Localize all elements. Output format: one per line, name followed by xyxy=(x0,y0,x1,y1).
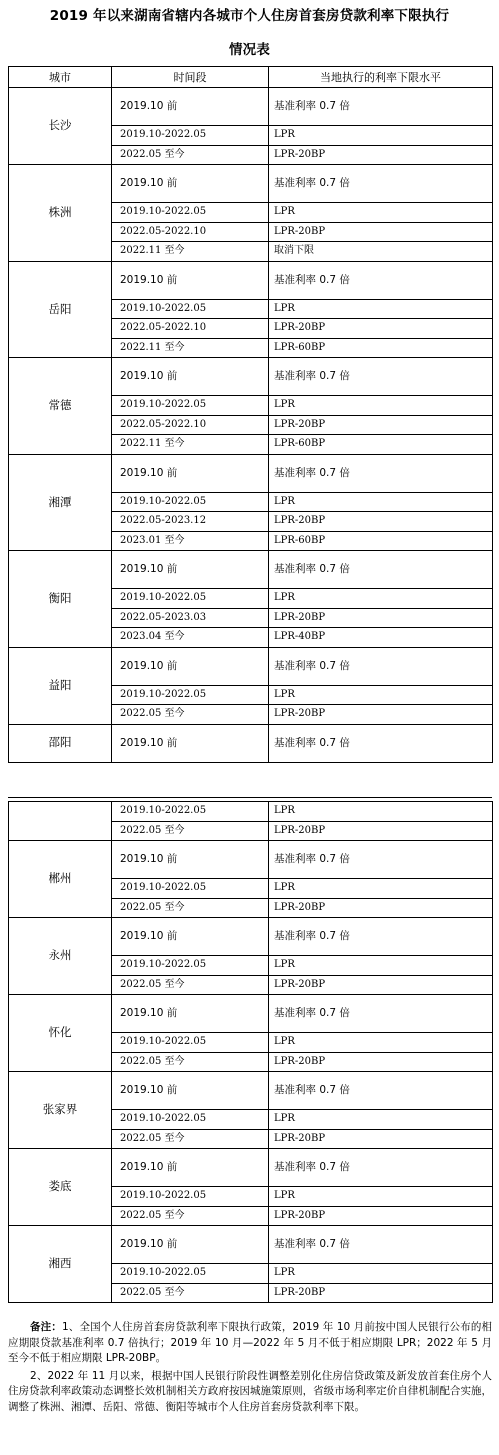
period-cell: 2019.10-2022.05 xyxy=(112,685,269,705)
note-2: 2、2022 年 11 月以来，根据中国人民银行阶段性调整差别化住房信贷政策及新发放首套住房个人住房贷款利率政策动态调整长效机制相关方政府按因城施策原则，省级市场利率定价自律机制配合实施，调整了株洲、湘潭、岳阳、常德、衡阳等城市个人住房首套房贷款利率下限。 xyxy=(8,1369,492,1413)
rate-cell: 基准利率 0.7 倍 xyxy=(269,88,493,126)
period-cell: 2022.05-2023.12 xyxy=(112,512,269,532)
period-cell: 2019.10-2022.05 xyxy=(112,203,269,223)
period-cell: 2019.10-2022.05 xyxy=(112,589,269,609)
period-cell: 2022.11 至今 xyxy=(112,242,269,262)
rate-cell: 基准利率 0.7 倍 xyxy=(269,647,493,685)
rate-cell: LPR xyxy=(269,396,493,416)
period-cell: 2019.10-2022.05 xyxy=(112,1264,269,1284)
period-cell: 2019.10-2022.05 xyxy=(112,802,269,822)
rate-cell: 基准利率 0.7 倍 xyxy=(269,841,493,879)
table-row xyxy=(9,1072,493,1110)
rate-cell: 基准利率 0.7 倍 xyxy=(269,1072,493,1110)
period-cell: 2022.05 至今 xyxy=(112,975,269,995)
rate-cell: LPR xyxy=(269,492,493,512)
city-cell: 益阳 xyxy=(9,647,112,724)
note-1 xyxy=(8,1320,492,1367)
period-cell: 2019.10-2022.05 xyxy=(112,492,269,512)
header-city: 城市 xyxy=(9,67,112,88)
period-cell: 2023.04 至今 xyxy=(112,628,269,648)
rate-cell: LPR xyxy=(269,589,493,609)
rate-cell: 基准利率 0.7 倍 xyxy=(269,1149,493,1187)
rate-cell: LPR-20BP xyxy=(269,1283,493,1303)
rate-cell: 基准利率 0.7 倍 xyxy=(269,995,493,1033)
period-cell: 2019.10 前 xyxy=(112,261,269,299)
rate-cell: LPR xyxy=(269,1264,493,1284)
period-cell: 2022.05-2022.10 xyxy=(112,222,269,242)
period-cell: 2022.05 至今 xyxy=(112,1206,269,1226)
period-cell: 2023.01 至今 xyxy=(112,531,269,551)
rate-cell: LPR-20BP xyxy=(269,145,493,165)
table-row xyxy=(9,918,493,956)
city-cell: 张家界 xyxy=(9,1072,112,1149)
city-cell: 株洲 xyxy=(9,165,112,262)
period-cell: 2019.10 前 xyxy=(112,841,269,879)
rate-cell: LPR xyxy=(269,203,493,223)
notes-label: 备注： xyxy=(30,1321,62,1333)
rate-cell: LPR xyxy=(269,802,493,822)
period-cell: 2019.10 前 xyxy=(112,358,269,396)
rate-cell: LPR xyxy=(269,1033,493,1053)
table-row xyxy=(9,454,493,492)
rate-cell: LPR-20BP xyxy=(269,1129,493,1149)
rate-cell: LPR-20BP xyxy=(269,898,493,918)
period-cell: 2022.05 至今 xyxy=(112,1129,269,1149)
city-cell: 岳阳 xyxy=(9,261,112,358)
rate-cell: LPR-20BP xyxy=(269,705,493,725)
table-row xyxy=(9,724,493,762)
rate-cell: LPR xyxy=(269,1110,493,1130)
period-cell: 2019.10-2022.05 xyxy=(112,299,269,319)
period-cell: 2019.10 前 xyxy=(112,724,269,762)
rate-cell: LPR-20BP xyxy=(269,821,493,841)
rate-table-part1 xyxy=(8,66,493,763)
rate-table-part2 xyxy=(8,801,493,1303)
table-row xyxy=(9,647,493,685)
note-1-text: 1、全国个人住房首套房贷款利率下限执行政策，2019 年 10 月前按中国人民银行公布的相应期限贷款基准利率 0.7 倍执行；2019 年 10 月—2022 年 5 月不低于相应期限 LPR；2022 年 5 月至今不低于相应期限 LPR-20BP。 xyxy=(8,1321,493,1364)
rate-cell: LPR-40BP xyxy=(269,628,493,648)
rate-cell: LPR-20BP xyxy=(269,975,493,995)
table-row xyxy=(9,995,493,1033)
period-cell: 2019.10-2022.05 xyxy=(112,956,269,976)
city-cell: 长沙 xyxy=(9,88,112,165)
period-cell: 2022.11 至今 xyxy=(112,435,269,455)
rate-cell: LPR-60BP xyxy=(269,435,493,455)
table-row xyxy=(9,1226,493,1264)
period-cell: 2019.10-2022.05 xyxy=(112,126,269,146)
period-cell: 2019.10 前 xyxy=(112,918,269,956)
rate-cell: LPR xyxy=(269,1187,493,1207)
rate-cell: 基准利率 0.7 倍 xyxy=(269,261,493,299)
table-row xyxy=(9,802,493,822)
city-cell: 湘西 xyxy=(9,1226,112,1303)
period-cell: 2022.05-2022.10 xyxy=(112,319,269,339)
period-cell: 2022.05 至今 xyxy=(112,1052,269,1072)
notes-section xyxy=(8,1320,492,1415)
rate-cell: LPR-20BP xyxy=(269,1206,493,1226)
period-cell: 2022.05 至今 xyxy=(112,705,269,725)
table-row xyxy=(9,88,493,126)
table-row xyxy=(9,165,493,203)
page-subtitle: 情况表 xyxy=(228,42,271,58)
rate-cell: LPR-20BP xyxy=(269,512,493,532)
period-cell: 2019.10-2022.05 xyxy=(112,396,269,416)
period-cell: 2022.05 至今 xyxy=(112,898,269,918)
period-cell: 2019.10 前 xyxy=(112,1149,269,1187)
rate-cell: LPR-60BP xyxy=(269,338,493,358)
period-cell: 2019.10 前 xyxy=(112,1072,269,1110)
period-cell: 2019.10-2022.05 xyxy=(112,879,269,899)
city-cell: 永州 xyxy=(9,918,112,995)
rate-cell: 取消下限 xyxy=(269,242,493,262)
rate-cell: LPR-20BP xyxy=(269,1052,493,1072)
period-cell: 2019.10-2022.05 xyxy=(112,1187,269,1207)
header-rate: 当地执行的利率下限水平 xyxy=(269,67,493,88)
rate-cell: LPR xyxy=(269,299,493,319)
rate-cell: LPR xyxy=(269,956,493,976)
rate-cell: LPR xyxy=(269,685,493,705)
rate-cell: 基准利率 0.7 倍 xyxy=(269,724,493,762)
city-cell: 邵阳 xyxy=(9,724,112,762)
table-row xyxy=(9,358,493,396)
period-cell: 2019.10 前 xyxy=(112,165,269,203)
period-cell: 2022.05 至今 xyxy=(112,821,269,841)
city-cell: 怀化 xyxy=(9,995,112,1072)
rate-cell: LPR-20BP xyxy=(269,319,493,339)
period-cell: 2022.11 至今 xyxy=(112,338,269,358)
header-period: 时间段 xyxy=(112,67,269,88)
table-row xyxy=(9,1149,493,1187)
rate-cell: LPR-20BP xyxy=(269,608,493,628)
rate-cell: 基准利率 0.7 倍 xyxy=(269,1226,493,1264)
rate-cell: 基准利率 0.7 倍 xyxy=(269,165,493,203)
period-cell: 2019.10 前 xyxy=(112,995,269,1033)
period-cell: 2019.10 前 xyxy=(112,454,269,492)
rate-cell: 基准利率 0.7 倍 xyxy=(269,918,493,956)
city-cell: 常德 xyxy=(9,358,112,455)
period-cell: 2019.10-2022.05 xyxy=(112,1033,269,1053)
rate-cell: 基准利率 0.7 倍 xyxy=(269,358,493,396)
city-cell: 衡阳 xyxy=(9,551,112,648)
table-row xyxy=(9,551,493,589)
rate-cell: LPR-60BP xyxy=(269,531,493,551)
period-cell: 2019.10 前 xyxy=(112,647,269,685)
page-title: 2019 年以来湖南省辖内各城市个人住房首套房贷款利率下限执行 xyxy=(49,8,450,24)
table-row xyxy=(9,841,493,879)
period-cell: 2019.10 前 xyxy=(112,551,269,589)
period-cell: 2019.10 前 xyxy=(112,88,269,126)
city-cell: 郴州 xyxy=(9,841,112,918)
period-cell: 2022.05 至今 xyxy=(112,145,269,165)
rate-cell: LPR xyxy=(269,879,493,899)
city-cell xyxy=(9,802,112,841)
rate-cell: LPR-20BP xyxy=(269,415,493,435)
rate-cell: 基准利率 0.7 倍 xyxy=(269,454,493,492)
rate-cell: LPR xyxy=(269,126,493,146)
period-cell: 2022.05-2023.03 xyxy=(112,608,269,628)
period-cell: 2019.10-2022.05 xyxy=(112,1110,269,1130)
period-cell: 2019.10 前 xyxy=(112,1226,269,1264)
city-cell: 娄底 xyxy=(9,1149,112,1226)
period-cell: 2022.05-2022.10 xyxy=(112,415,269,435)
page-break-line xyxy=(8,797,492,798)
table-row xyxy=(9,261,493,299)
rate-cell: LPR-20BP xyxy=(269,222,493,242)
rate-cell: 基准利率 0.7 倍 xyxy=(269,551,493,589)
city-cell: 湘潭 xyxy=(9,454,112,551)
period-cell: 2022.05 至今 xyxy=(112,1283,269,1303)
